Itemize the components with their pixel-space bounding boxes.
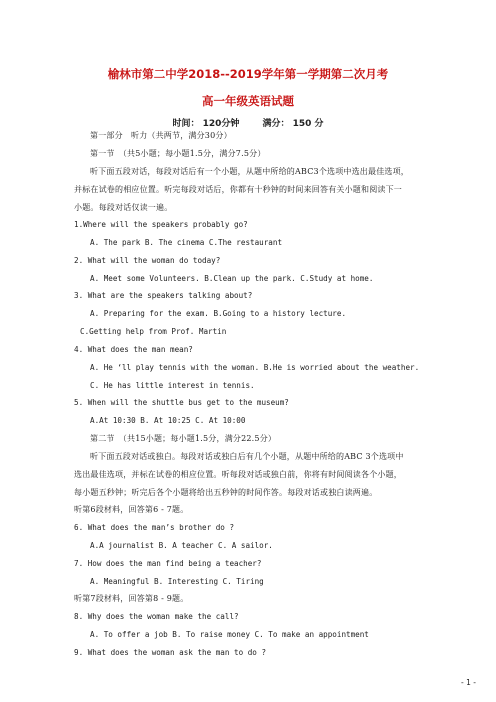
options-1: A. The park B. The cinema C.The restaurant	[90, 238, 283, 247]
options-8: A. To offer a job B. To raise money C. To make an appointment	[90, 630, 369, 639]
exam-score: 满分： 150 分	[262, 119, 324, 129]
question-6: 6. What does the man’s brother do ?	[74, 523, 235, 532]
material-heading: 听第6段材料，回答第6 - 7题。	[74, 505, 189, 514]
options-3-c: C.Getting help from Prof. Martin	[80, 327, 227, 336]
instruction-line: 并标在试卷的相应位置。听完每段对话后，你都有十秒钟的时间来回答有关小题和阅读下一	[74, 185, 402, 194]
question-7: 7. How does the man find being a teacher?	[74, 559, 262, 568]
page-number: - 1 -	[461, 678, 476, 687]
options-5: A.At 10:30 B. At 10:25 C. At 10:00	[90, 416, 246, 425]
options-6: A.A journalist B. A teacher C. A sailor.	[90, 541, 273, 550]
instruction-line: 每小题五秒钟；听完后各个小题将给出五秒钟的时间作答。每段对话或独白读两遍。	[74, 488, 378, 497]
options-3: A. Preparing for the exam. B.Going to a history lecture.	[90, 309, 347, 318]
question-3: 3. What are the speakers talking about?	[74, 291, 253, 300]
question-1: 1.Where will the speakers probably go?	[74, 220, 248, 229]
instruction-line: 听下面五段对话或独白。每段对话或独白后有几个小题，从题中所给的ABC 3个选项中	[90, 452, 404, 461]
question-8: 8. Why does the woman make the call?	[74, 612, 239, 621]
instruction-line: 小题。每段对话仅读一遍。	[74, 203, 173, 212]
section-heading: 第二节 （共15小题；每小题1.5分，满分22.5分）	[90, 434, 277, 443]
exam-title: 榆林市第二中学2018--2019学年第一学期第二次月考	[107, 67, 389, 81]
exam-time: 时间： 120分钟	[172, 119, 240, 129]
part-heading: 第一部分 听力（共两节，满分30分）	[90, 131, 232, 140]
exam-info	[0, 116, 496, 129]
question-2: 2. What will the woman do today?	[74, 256, 221, 265]
question-4: 4. What does the man mean?	[74, 345, 193, 354]
options-7: A. Meaningful B. Interesting C. Tiring	[90, 577, 264, 586]
options-2: A. Meet some Volunteers. B.Clean up the park. C.Study at home.	[90, 274, 374, 283]
section-heading: 第一节 （共5小题；每小题1.5分，满分7.5分）	[90, 149, 266, 158]
options-4: A. He ‘ll play tennis with the woman. B.He is worried about the weather.	[90, 363, 420, 372]
exam-subtitle: 高一年级英语试题	[202, 94, 294, 108]
instruction-line: 选出最佳选项，并标在试卷的相应位置。听每段对话或独白前，你将有时间阅读各个小题，	[74, 470, 402, 479]
question-5: 5. When will the shuttle bus get to the museum?	[74, 398, 289, 407]
material-heading: 听第7段材料，回答第8 - 9题。	[74, 594, 189, 603]
instruction-line: 听下面五段对话，每段对话后有一个小题，从题中所给的ABC3个选项中选出最佳选项，	[90, 167, 410, 176]
question-9: 9. What does the woman ask the man to do ?	[74, 648, 267, 657]
options-4-c: C. He has little interest in tennis.	[90, 381, 255, 390]
